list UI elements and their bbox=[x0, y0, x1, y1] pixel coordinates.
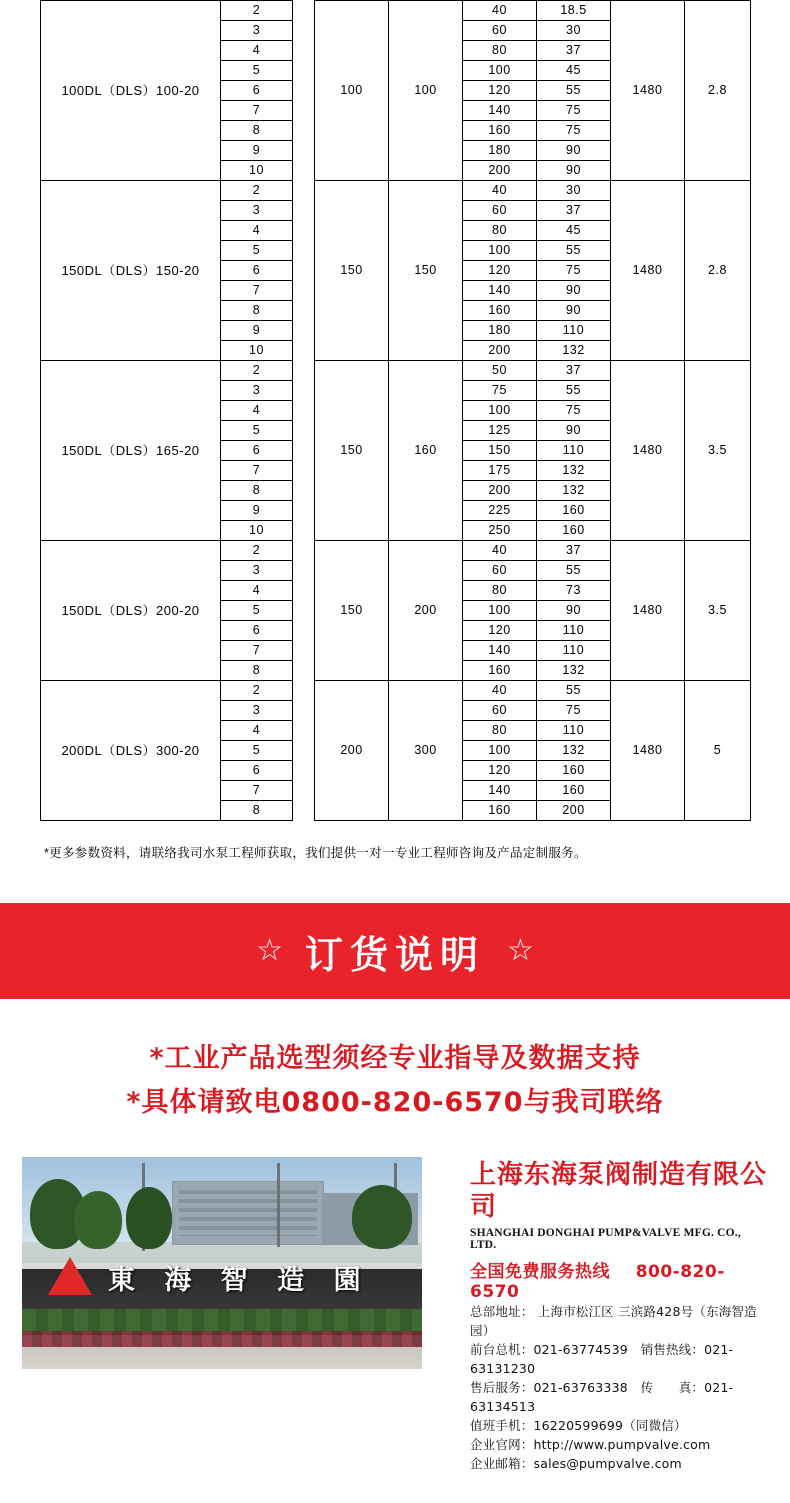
cell-total-head: 120 bbox=[463, 621, 537, 641]
cell-stage: 7 bbox=[221, 281, 293, 301]
table-row bbox=[41, 1, 751, 21]
cell-total-head: 200 bbox=[463, 341, 537, 361]
cell-total-head: 80 bbox=[463, 221, 537, 241]
cell-total-head: 140 bbox=[463, 781, 537, 801]
tree bbox=[352, 1185, 412, 1249]
footer-line-after-sales: 售后服务：021-63763338 传 真：021-63134513 bbox=[470, 1380, 734, 1414]
cell-power: 30 bbox=[537, 21, 611, 41]
cell-total-head: 250 bbox=[463, 521, 537, 541]
cell-total-head: 80 bbox=[463, 41, 537, 61]
cell-spacer bbox=[293, 621, 315, 641]
cell-spacer bbox=[293, 121, 315, 141]
cell-power: 55 bbox=[537, 241, 611, 261]
cell-spacer bbox=[293, 561, 315, 581]
cell-speed: 1480 bbox=[611, 1, 685, 181]
cell-power: 160 bbox=[537, 501, 611, 521]
cell-power: 37 bbox=[537, 541, 611, 561]
cell-head: 300 bbox=[389, 681, 463, 821]
cell-spacer bbox=[293, 221, 315, 241]
cell-total-head: 100 bbox=[463, 601, 537, 621]
cell-speed: 1480 bbox=[611, 541, 685, 681]
cell-spacer bbox=[293, 521, 315, 541]
cell-stage: 2 bbox=[221, 541, 293, 561]
cell-total-head: 100 bbox=[463, 401, 537, 421]
cell-flow: 100 bbox=[315, 1, 389, 181]
cell-stage: 3 bbox=[221, 561, 293, 581]
cell-stage: 10 bbox=[221, 341, 293, 361]
cell-total-head: 100 bbox=[463, 241, 537, 261]
cell-stage: 9 bbox=[221, 501, 293, 521]
cell-total-head: 40 bbox=[463, 541, 537, 561]
cell-power: 75 bbox=[537, 261, 611, 281]
table-note: *更多参数资料，请联络我司水泵工程师获取，我们提供一对一专业工程师咨询及产品定制服务。 bbox=[44, 846, 587, 860]
banner-title: 订货说明 bbox=[304, 932, 485, 977]
footer-line-mobile: 值班手机：16220599699（同微信） bbox=[470, 1418, 687, 1433]
cell-stage: 4 bbox=[221, 721, 293, 741]
footer-line-front-desk: 前台总机：021-63774539 销售热线：021-63131230 bbox=[470, 1342, 734, 1376]
cell-spacer bbox=[293, 161, 315, 181]
cell-spacer bbox=[293, 701, 315, 721]
factory-photo bbox=[22, 1157, 422, 1369]
cell-stage: 5 bbox=[221, 421, 293, 441]
cell-total-head: 60 bbox=[463, 201, 537, 221]
cell-stage: 7 bbox=[221, 101, 293, 121]
cell-power: 55 bbox=[537, 81, 611, 101]
cell-stage: 6 bbox=[221, 261, 293, 281]
star-left-icon: ☆ bbox=[256, 934, 283, 967]
cell-power: 132 bbox=[537, 661, 611, 681]
cell-spacer bbox=[293, 741, 315, 761]
cell-stage: 6 bbox=[221, 621, 293, 641]
cell-weight: 5 bbox=[685, 681, 751, 821]
cell-spacer bbox=[293, 1, 315, 21]
cell-power: 132 bbox=[537, 481, 611, 501]
cell-spacer bbox=[293, 461, 315, 481]
cell-stage: 2 bbox=[221, 361, 293, 381]
cell-stage: 6 bbox=[221, 761, 293, 781]
cell-total-head: 140 bbox=[463, 101, 537, 121]
cell-power: 18.5 bbox=[537, 1, 611, 21]
cell-model: 150DL（DLS）200-20 bbox=[41, 541, 221, 681]
cell-power: 75 bbox=[537, 401, 611, 421]
cell-stage: 2 bbox=[221, 181, 293, 201]
cell-total-head: 40 bbox=[463, 681, 537, 701]
cell-stage: 8 bbox=[221, 801, 293, 821]
cell-weight: 3.5 bbox=[685, 361, 751, 541]
cell-power: 132 bbox=[537, 341, 611, 361]
cell-power: 160 bbox=[537, 781, 611, 801]
cell-spacer bbox=[293, 301, 315, 321]
pump-spec-table bbox=[40, 0, 751, 821]
cell-stage: 5 bbox=[221, 601, 293, 621]
cell-stage: 4 bbox=[221, 581, 293, 601]
cell-stage: 4 bbox=[221, 221, 293, 241]
cell-spacer bbox=[293, 241, 315, 261]
cell-power: 110 bbox=[537, 621, 611, 641]
cell-power: 45 bbox=[537, 61, 611, 81]
notice-line-2: *具体请致电0800-820-6570与我司联络 bbox=[126, 1087, 664, 1118]
cell-stage: 4 bbox=[221, 401, 293, 421]
cell-spacer bbox=[293, 441, 315, 461]
cell-spacer bbox=[293, 421, 315, 441]
cell-spacer bbox=[293, 361, 315, 381]
cell-power: 30 bbox=[537, 181, 611, 201]
cell-spacer bbox=[293, 101, 315, 121]
cell-stage: 3 bbox=[221, 381, 293, 401]
cell-total-head: 60 bbox=[463, 701, 537, 721]
wall-sign-text: 東 海 智 造 園 bbox=[108, 1265, 371, 1296]
cell-stage: 3 bbox=[221, 201, 293, 221]
cell-stage: 7 bbox=[221, 461, 293, 481]
hotline-label: 全国免费服务热线 bbox=[470, 1262, 610, 1282]
company-name-cn: 上海东海泵阀制造有限公司 bbox=[470, 1160, 768, 1222]
cell-stage: 2 bbox=[221, 1, 293, 21]
cell-spacer bbox=[293, 281, 315, 301]
cell-speed: 1480 bbox=[611, 361, 685, 541]
cell-spacer bbox=[293, 381, 315, 401]
cell-spacer bbox=[293, 661, 315, 681]
cell-power: 110 bbox=[537, 721, 611, 741]
cell-power: 90 bbox=[537, 141, 611, 161]
cell-weight: 2.8 bbox=[685, 1, 751, 181]
cell-power: 132 bbox=[537, 461, 611, 481]
cell-total-head: 200 bbox=[463, 161, 537, 181]
cell-weight: 2.8 bbox=[685, 181, 751, 361]
cell-stage: 8 bbox=[221, 661, 293, 681]
cell-total-head: 40 bbox=[463, 181, 537, 201]
cell-stage: 7 bbox=[221, 781, 293, 801]
cell-spacer bbox=[293, 41, 315, 61]
cell-power: 75 bbox=[537, 701, 611, 721]
star-right-icon: ☆ bbox=[507, 934, 534, 967]
table-row bbox=[41, 681, 751, 701]
cell-power: 55 bbox=[537, 681, 611, 701]
cell-power: 160 bbox=[537, 761, 611, 781]
cell-spacer bbox=[293, 341, 315, 361]
cell-spacer bbox=[293, 581, 315, 601]
cell-spacer bbox=[293, 201, 315, 221]
cell-spacer bbox=[293, 401, 315, 421]
cell-stage: 5 bbox=[221, 241, 293, 261]
cell-spacer bbox=[293, 641, 315, 661]
cell-spacer bbox=[293, 181, 315, 201]
cell-head: 150 bbox=[389, 181, 463, 361]
building-left bbox=[172, 1181, 324, 1245]
cell-speed: 1480 bbox=[611, 681, 685, 821]
cell-stage: 10 bbox=[221, 161, 293, 181]
cell-total-head: 160 bbox=[463, 801, 537, 821]
cell-spacer bbox=[293, 21, 315, 41]
cell-total-head: 200 bbox=[463, 481, 537, 501]
notice-line-1: *工业产品选型须经专业指导及数据支持 bbox=[149, 1043, 641, 1074]
cell-total-head: 120 bbox=[463, 261, 537, 281]
cell-power: 55 bbox=[537, 561, 611, 581]
cell-power: 110 bbox=[537, 321, 611, 341]
hotline-number[interactable]: 800-820-6570 bbox=[470, 1262, 725, 1302]
cell-power: 90 bbox=[537, 601, 611, 621]
cell-power: 90 bbox=[537, 301, 611, 321]
cell-total-head: 150 bbox=[463, 441, 537, 461]
hotline bbox=[470, 1257, 768, 1302]
cell-total-head: 225 bbox=[463, 501, 537, 521]
cell-power: 90 bbox=[537, 161, 611, 181]
cell-total-head: 40 bbox=[463, 1, 537, 21]
cell-total-head: 140 bbox=[463, 281, 537, 301]
cell-power: 110 bbox=[537, 441, 611, 461]
company-logo-icon bbox=[48, 1257, 92, 1295]
table-row bbox=[41, 541, 751, 561]
cell-weight: 3.5 bbox=[685, 541, 751, 681]
cell-total-head: 100 bbox=[463, 61, 537, 81]
cell-spacer bbox=[293, 501, 315, 521]
order-instructions-banner bbox=[0, 903, 790, 999]
cell-spacer bbox=[293, 481, 315, 501]
cell-model: 200DL（DLS）300-20 bbox=[41, 681, 221, 821]
cell-stage: 9 bbox=[221, 141, 293, 161]
cell-speed: 1480 bbox=[611, 181, 685, 361]
cell-stage: 2 bbox=[221, 681, 293, 701]
cell-flow: 150 bbox=[315, 361, 389, 541]
cell-power: 132 bbox=[537, 741, 611, 761]
cell-stage: 8 bbox=[221, 301, 293, 321]
cell-head: 100 bbox=[389, 1, 463, 181]
cell-power: 55 bbox=[537, 381, 611, 401]
cell-total-head: 125 bbox=[463, 421, 537, 441]
cell-total-head: 180 bbox=[463, 321, 537, 341]
cell-spacer bbox=[293, 801, 315, 821]
cell-spacer bbox=[293, 141, 315, 161]
cell-stage: 6 bbox=[221, 441, 293, 461]
cell-stage: 6 bbox=[221, 81, 293, 101]
footer-line-address: 总部地址： 上海市松江区 三滨路428号（东海智造园） bbox=[470, 1304, 757, 1338]
cell-total-head: 140 bbox=[463, 641, 537, 661]
cell-stage: 7 bbox=[221, 641, 293, 661]
company-footer bbox=[0, 1157, 790, 1503]
cell-spacer bbox=[293, 261, 315, 281]
cell-model: 100DL（DLS）100-20 bbox=[41, 1, 221, 181]
cell-power: 37 bbox=[537, 201, 611, 221]
cell-total-head: 175 bbox=[463, 461, 537, 481]
cell-total-head: 160 bbox=[463, 301, 537, 321]
cell-power: 200 bbox=[537, 801, 611, 821]
cell-power: 160 bbox=[537, 521, 611, 541]
cell-spacer bbox=[293, 681, 315, 701]
cell-model: 150DL（DLS）150-20 bbox=[41, 181, 221, 361]
cell-power: 110 bbox=[537, 641, 611, 661]
tree bbox=[74, 1191, 122, 1249]
cell-spacer bbox=[293, 81, 315, 101]
cell-power: 73 bbox=[537, 581, 611, 601]
cell-spacer bbox=[293, 601, 315, 621]
order-notice-lines bbox=[0, 1037, 790, 1125]
table-row bbox=[41, 361, 751, 381]
cell-stage: 10 bbox=[221, 521, 293, 541]
footer-line-website[interactable]: 企业官网：http://www.pumpvalve.com bbox=[470, 1437, 711, 1452]
cell-flow: 150 bbox=[315, 181, 389, 361]
cell-power: 75 bbox=[537, 101, 611, 121]
cell-stage: 5 bbox=[221, 741, 293, 761]
company-name-en: SHANGHAI DONGHAI PUMP&VALVE MFG. CO., LTD. bbox=[470, 1227, 741, 1251]
cell-total-head: 100 bbox=[463, 741, 537, 761]
light-pole bbox=[277, 1163, 280, 1247]
cell-head: 160 bbox=[389, 361, 463, 541]
cell-total-head: 50 bbox=[463, 361, 537, 381]
footer-line-email[interactable]: 企业邮箱：sales@pumpvalve.com bbox=[470, 1456, 682, 1471]
tree bbox=[126, 1187, 172, 1249]
cell-total-head: 160 bbox=[463, 121, 537, 141]
table-row bbox=[41, 181, 751, 201]
cell-model: 150DL（DLS）165-20 bbox=[41, 361, 221, 541]
cell-total-head: 160 bbox=[463, 661, 537, 681]
cell-stage: 8 bbox=[221, 481, 293, 501]
cell-power: 75 bbox=[537, 121, 611, 141]
cell-stage: 9 bbox=[221, 321, 293, 341]
cell-spacer bbox=[293, 761, 315, 781]
cell-head: 200 bbox=[389, 541, 463, 681]
cell-stage: 3 bbox=[221, 701, 293, 721]
cell-power: 90 bbox=[537, 421, 611, 441]
cell-power: 90 bbox=[537, 281, 611, 301]
cell-power: 37 bbox=[537, 361, 611, 381]
cell-stage: 8 bbox=[221, 121, 293, 141]
cell-spacer bbox=[293, 721, 315, 741]
cell-flow: 150 bbox=[315, 541, 389, 681]
cell-stage: 5 bbox=[221, 61, 293, 81]
cell-flow: 200 bbox=[315, 681, 389, 821]
cell-total-head: 120 bbox=[463, 761, 537, 781]
cell-total-head: 180 bbox=[463, 141, 537, 161]
cell-total-head: 60 bbox=[463, 561, 537, 581]
cell-total-head: 75 bbox=[463, 381, 537, 401]
cell-spacer bbox=[293, 541, 315, 561]
cell-total-head: 60 bbox=[463, 21, 537, 41]
flower-bed bbox=[22, 1331, 422, 1347]
cell-total-head: 120 bbox=[463, 81, 537, 101]
cell-power: 37 bbox=[537, 41, 611, 61]
cell-power: 45 bbox=[537, 221, 611, 241]
cell-spacer bbox=[293, 61, 315, 81]
cell-spacer bbox=[293, 321, 315, 341]
cell-total-head: 80 bbox=[463, 581, 537, 601]
cell-stage: 4 bbox=[221, 41, 293, 61]
company-info bbox=[470, 1157, 768, 1473]
cell-total-head: 80 bbox=[463, 721, 537, 741]
cell-spacer bbox=[293, 781, 315, 801]
cell-stage: 3 bbox=[221, 21, 293, 41]
